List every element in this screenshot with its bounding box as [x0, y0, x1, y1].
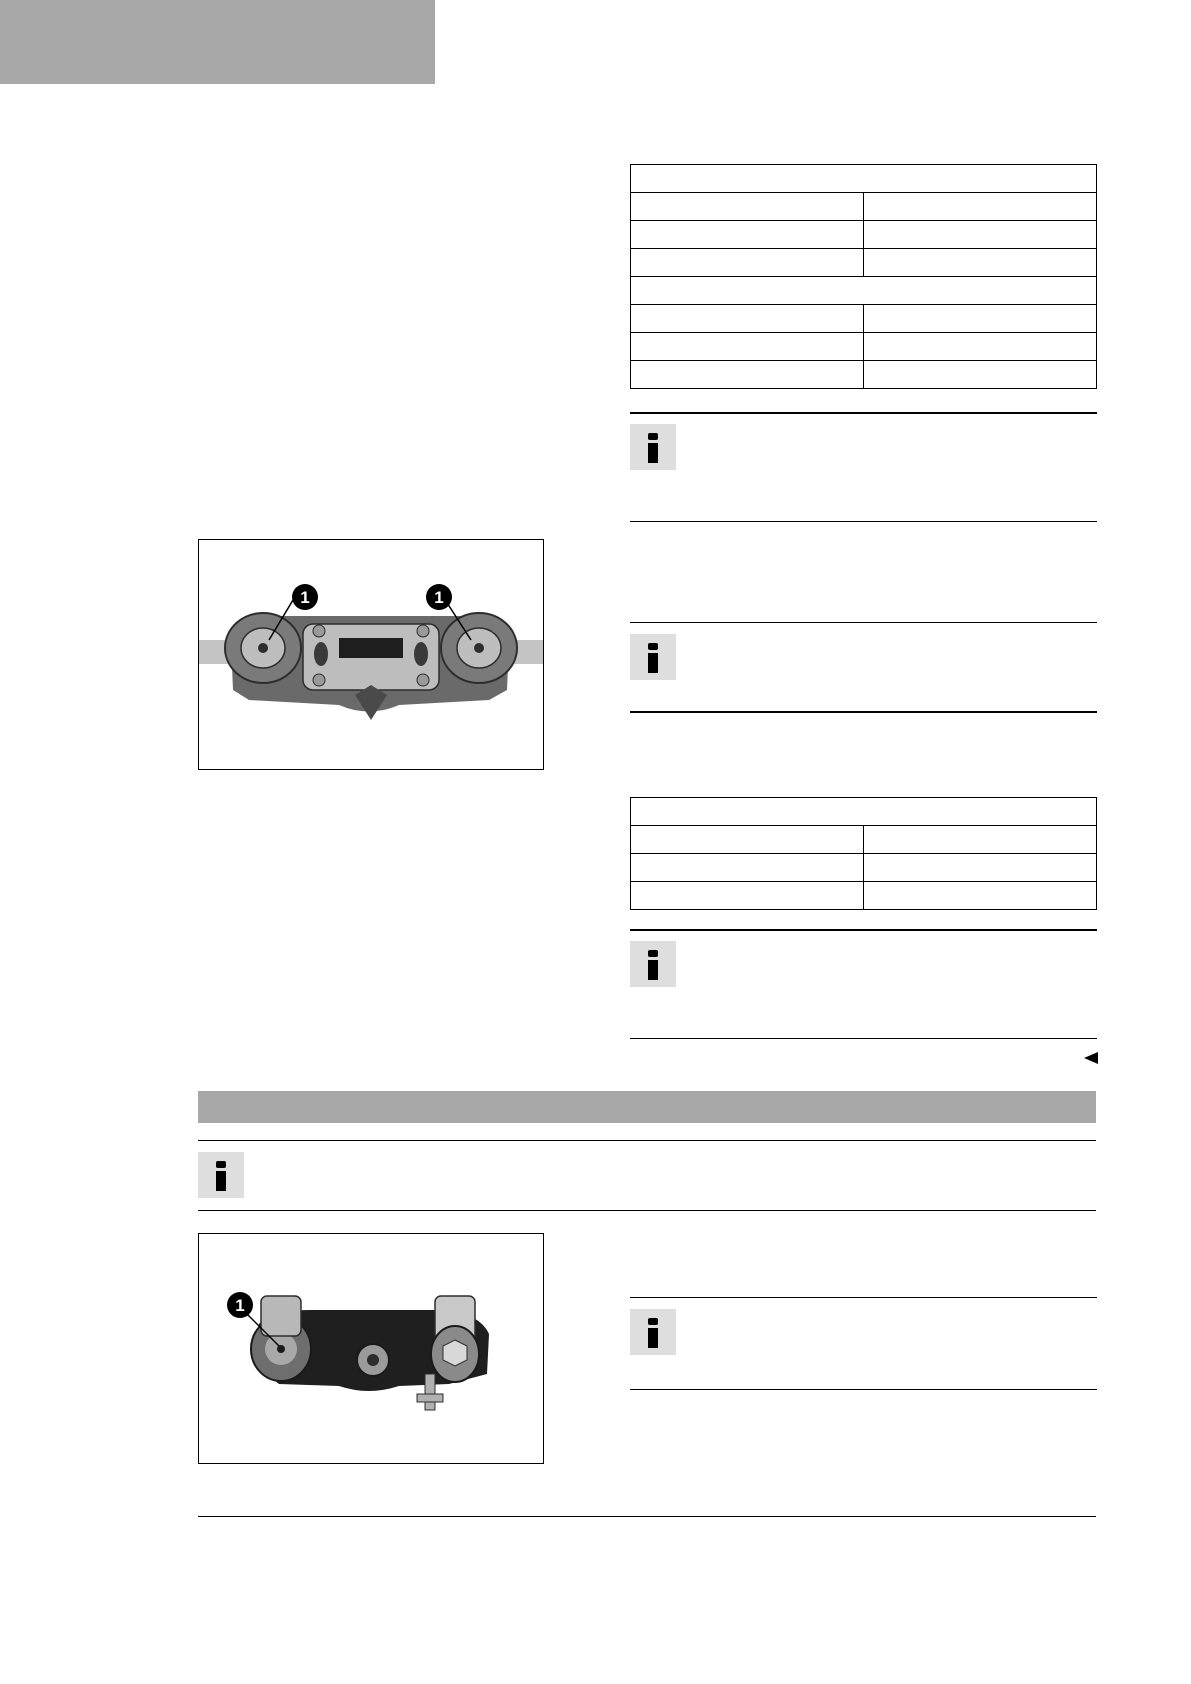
- note-bottom-rule: [630, 1389, 1097, 1390]
- note-bottom-rule: [630, 1038, 1097, 1039]
- info-icon: [630, 424, 676, 470]
- note-bottom-rule: [630, 521, 1097, 522]
- table-row: [631, 221, 1097, 249]
- end-marker-icon: [1084, 1052, 1098, 1064]
- note-bottom-rule: [198, 1210, 1096, 1211]
- table-row: [631, 193, 1097, 221]
- note-top-rule: [630, 622, 1097, 623]
- note-bottom-rule: [630, 711, 1097, 713]
- table-row: [631, 249, 1097, 277]
- section-end-rule: [198, 1516, 1096, 1517]
- table-row: [631, 798, 1097, 826]
- callout-marker: 1: [235, 1296, 245, 1315]
- table-row: [631, 305, 1097, 333]
- header-block: [0, 0, 435, 84]
- note-top-rule: [198, 1140, 1096, 1141]
- section-header-bar: [198, 1091, 1096, 1123]
- table-row: [631, 165, 1097, 193]
- note-top-rule: [630, 929, 1097, 931]
- table-row: [631, 854, 1097, 882]
- spec-table-1: [630, 164, 1097, 389]
- lower-clamp-illustration: [199, 1234, 543, 1463]
- table-row: [631, 277, 1097, 305]
- callout-marker: 1: [300, 588, 310, 607]
- note-top-rule: [630, 412, 1097, 414]
- table-row: [631, 882, 1097, 910]
- figure-triple-clamp-top: [198, 539, 544, 770]
- info-icon: [630, 634, 676, 680]
- info-icon: [630, 941, 676, 987]
- info-icon: [630, 1309, 676, 1355]
- triple-clamp-illustration: [199, 540, 543, 769]
- spec-table-2: [630, 797, 1097, 910]
- figure-triple-clamp-bottom: [198, 1233, 544, 1464]
- table-row: [631, 333, 1097, 361]
- table-row: [631, 826, 1097, 854]
- note-top-rule: [630, 1297, 1097, 1298]
- callout-marker: 1: [434, 588, 444, 607]
- info-icon: [198, 1152, 244, 1198]
- table-row: [631, 361, 1097, 389]
